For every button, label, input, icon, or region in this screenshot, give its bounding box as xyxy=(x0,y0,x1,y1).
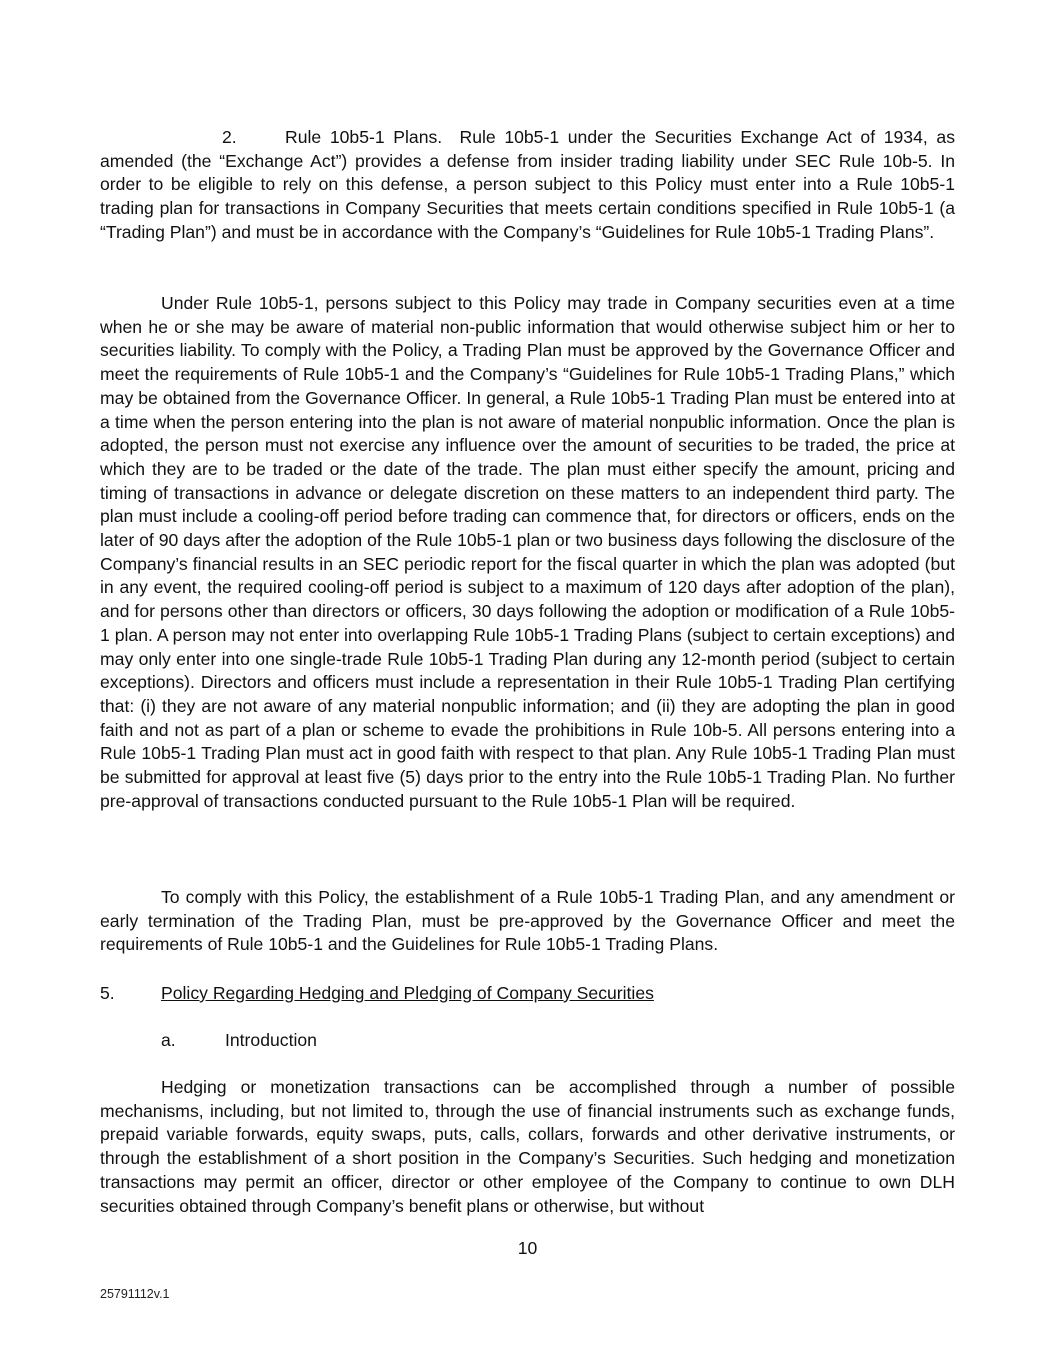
section-2-text: Rule 10b5-1 under the Securities Exchange Act of 1934, as amended (the “Exchange Act”) provides a defense from insider trading liability under SEC Rule 10b-5. In order to be eligible to rely on this defense, a person subject to this Policy must enter into a Rule 10b5-1 trading plan for transactions in Company Securities that meets certain conditions specified in Rule 10b5-1 (a “Trading Plan”) and must be in accordance with the Company’s “Guidelines for Rule 10b5-1 Trading Plans”. xyxy=(100,127,955,242)
section-2-number: 2. xyxy=(222,127,237,147)
paragraph-hedging: Hedging or monetization transactions can be accomplished through a number of possible mechanisms, including, but not limited to, through the use of financial instruments such as exchange funds, prepaid variable forwards, equity swaps, puts, calls, collars, forwards and other derivative instruments, or through the establishment of a short position in the Company’s Securities. Such hedging and monetization transactions may permit an officer, director or other employee of the Company to continue to own DLH securities obtained through Company’s benefit plans or otherwise, but without xyxy=(100,1077,955,1216)
page-number: 10 xyxy=(517,1238,538,1258)
section-5-title: Policy Regarding Hedging and Pledging of Company Securities xyxy=(161,983,654,1003)
paragraph-under-rule: Under Rule 10b5-1, persons subject to this Policy may trade in Company securities even at a time when he or she may be aware of material non-public information that would otherwise subject him or her to securities liability. To comply with the Policy, a Trading Plan must be approved by the Governance Officer and meet the requirements of Rule 10b5-1 and the Company’s “Guidelines for Rule 10b5-1 Trading Plans,” which may be obtained from the Governance Officer. In general, a Rule 10b5-1 Trading Plan must be entered into at a time when the person entering into the plan is not aware of material nonpublic information. Once the plan is adopted, the person must not exercise any influence over the amount of securities to be traded, the price at which they are to be traded or the date of the trade. The plan must either specify the amount, pricing and timing of transactions in advance or delegate discretion on these matters to an independent third party. The plan must include a cooling-off period before trading can commence that, for directors or officers, ends on the later of 90 days after the adoption of the Rule 10b5-1 plan or two business days following the disclosure of the Company’s financial results in an SEC periodic report for the fiscal quarter in which the plan was adopted (but in any event, the required cooling-off period is subject to a maximum of 120 days after adoption of the plan), and for persons other than directors or officers, 30 days following the adoption or modification of a Rule 10b5-1 plan. A person may not enter into overlapping Rule 10b5-1 Trading Plans (subject to certain exceptions) and may only enter into one single-trade Rule 10b5-1 Trading Plan during any 12-month period (subject to certain exceptions). Directors and officers must include a representation in their Rule 10b5-1 Trading Plan certifying that: (i) they are not aware of any material nonpublic information; and (ii) they are adopting the plan in good faith and not as part of a plan or scheme to evade the prohibitions in Rule 10b-5. All persons entering into a Rule 10b5-1 Trading Plan must act in good faith with respect to that plan. Any Rule 10b5-1 Trading Plan must be submitted for approval at least five (5) days prior to the entry into the Rule 10b5-1 Trading Plan. No further pre-approval of transactions conducted pursuant to the Rule 10b5-1 Plan will be required. xyxy=(100,293,955,811)
section-2-title: Rule 10b5-1 Plans. xyxy=(285,127,443,147)
section-2-paragraph xyxy=(100,126,955,245)
document-id: 25791112v.1 xyxy=(100,1287,170,1301)
section-5-number: 5. xyxy=(100,983,115,1003)
subsection-a-title: Introduction xyxy=(225,1030,317,1050)
subsection-a-number: a. xyxy=(161,1030,176,1050)
paragraph-to-comply: To comply with this Policy, the establishment of a Rule 10b5-1 Trading Plan, and any amendment or early termination of the Trading Plan, must be pre-approved by the Governance Officer and meet the requirements of Rule 10b5-1 and the Guidelines for Rule 10b5-1 Trading Plans. xyxy=(100,887,955,955)
subsection-a-heading xyxy=(161,1028,317,1052)
section-5-heading xyxy=(100,981,654,1005)
